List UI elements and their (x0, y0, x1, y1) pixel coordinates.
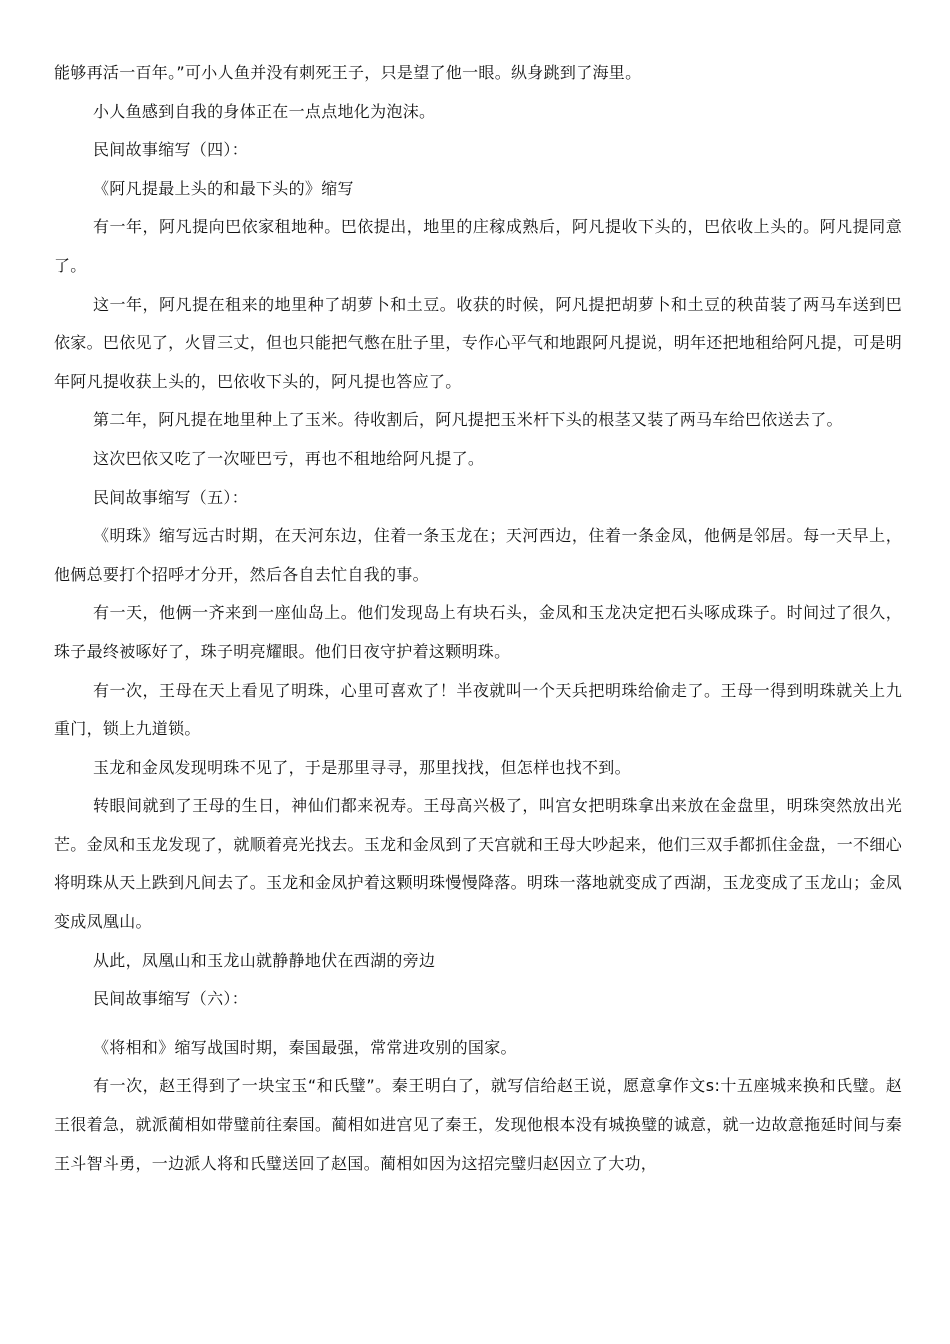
paragraph-2: 小人鱼感到自我的身体正在一点点地化为泡沫。 (93, 101, 436, 121)
paragraph-7: 第二年，阿凡提在地里种上了玉米。待收割后，阿凡提把玉米杆下头的根茎又装了两马车给巴依送去了。 (93, 410, 843, 430)
paragraph-8: 这次巴依又吃了一次哑巴亏，再也不租地给阿凡提了。 (93, 448, 485, 468)
paragraph-11: 有一天，他俩一齐来到一座仙岛上。他们发现岛上有块石头，金凤和玉龙决定把石头啄成珠子。时间过了很久，珠子最终被啄好了，珠子明亮耀眼。他们日夜守护着这颗明珠。 (54, 603, 902, 661)
story-title-afanti: 《阿凡提最上头的和最下头的》缩写 (93, 178, 354, 198)
paragraph-18: 有一次，赵王得到了一块宝玉“和氏璧”。秦王明白了，就写信给赵王说，愿意拿作文s:十五座城来换和氏璧。赵王很着急，就派蔺相如带璧前往秦国。蔺相如进宫见了秦王，发现他根本没有城换璧的诚意，就一边故意拖延时间与秦王斗智斗勇，一边派人将和氏璧送回了赵国。蔺相如因为这招完璧归赵因立了大功， (54, 1076, 902, 1173)
document-body (54, 54, 902, 1183)
paragraph-1: 能够再活一百年。”可小人鱼并没有刺死王子，只是望了他一眼。纵身跳到了海里。 (54, 63, 642, 82)
paragraph-14: 转眼间就到了王母的生日，神仙们都来祝寿。王母高兴极了，叫宫女把明珠拿出来放在金盘里，明珠突然放出光芒。金凤和玉龙发现了，就顺着亮光找去。玉龙和金凤到了天宫就和王母大吵起来，他们三双手都抓住金盘，一不细心将明珠从天上跌到凡间去了。玉龙和金凤护着这颗明珠慢慢降落。明珠一落地就变成了西湖，玉龙变成了玉龙山；金凤变成凤凰山。 (54, 796, 902, 932)
section-heading-6: 民间故事缩写（六）： (93, 989, 249, 1009)
paragraph-12: 有一次，王母在天上看见了明珠，心里可喜欢了！半夜就叫一个天兵把明珠给偷走了。王母一得到明珠就关上九重门，锁上九道锁。 (54, 680, 902, 739)
paragraph-5: 有一年，阿凡提向巴依家租地种。巴依提出，地里的庄稼成熟后，阿凡提收下头的，巴依收上头的。阿凡提同意了。 (54, 217, 902, 275)
section-heading-4: 民间故事缩写（四）： (93, 140, 249, 160)
section-heading-5: 民间故事缩写（五）： (93, 487, 249, 507)
paragraph-17: 《将相和》缩写战国时期，秦国最强，常常进攻别的国家。 (93, 1037, 517, 1057)
paragraph-6: 这一年，阿凡提在租来的地里种了胡萝卜和土豆。收获的时候，阿凡提把胡萝卜和土豆的秧苗装了两马车送到巴依家。巴依见了，火冒三丈，但也只能把气憋在肚子里，专作心平气和地跟阿凡提说，明年还把地租给阿凡提，可是明年阿凡提收获上头的，巴依收下头的，阿凡提也答应了。 (54, 294, 902, 391)
paragraph-10: 《明珠》缩写远古时期，在天河东边，住着一条玉龙在；天河西边，住着一条金凤，他俩是邻居。每一天早上，他俩总要打个招呼才分开，然后各自去忙自我的事。 (54, 526, 902, 584)
paragraph-13: 玉龙和金凤发现明珠不见了，于是那里寻寻，那里找找，但怎样也找不到。 (93, 757, 631, 777)
paragraph-gap (54, 1019, 902, 1029)
paragraph-15: 从此，凤凰山和玉龙山就静静地伏在西湖的旁边 (93, 950, 436, 970)
